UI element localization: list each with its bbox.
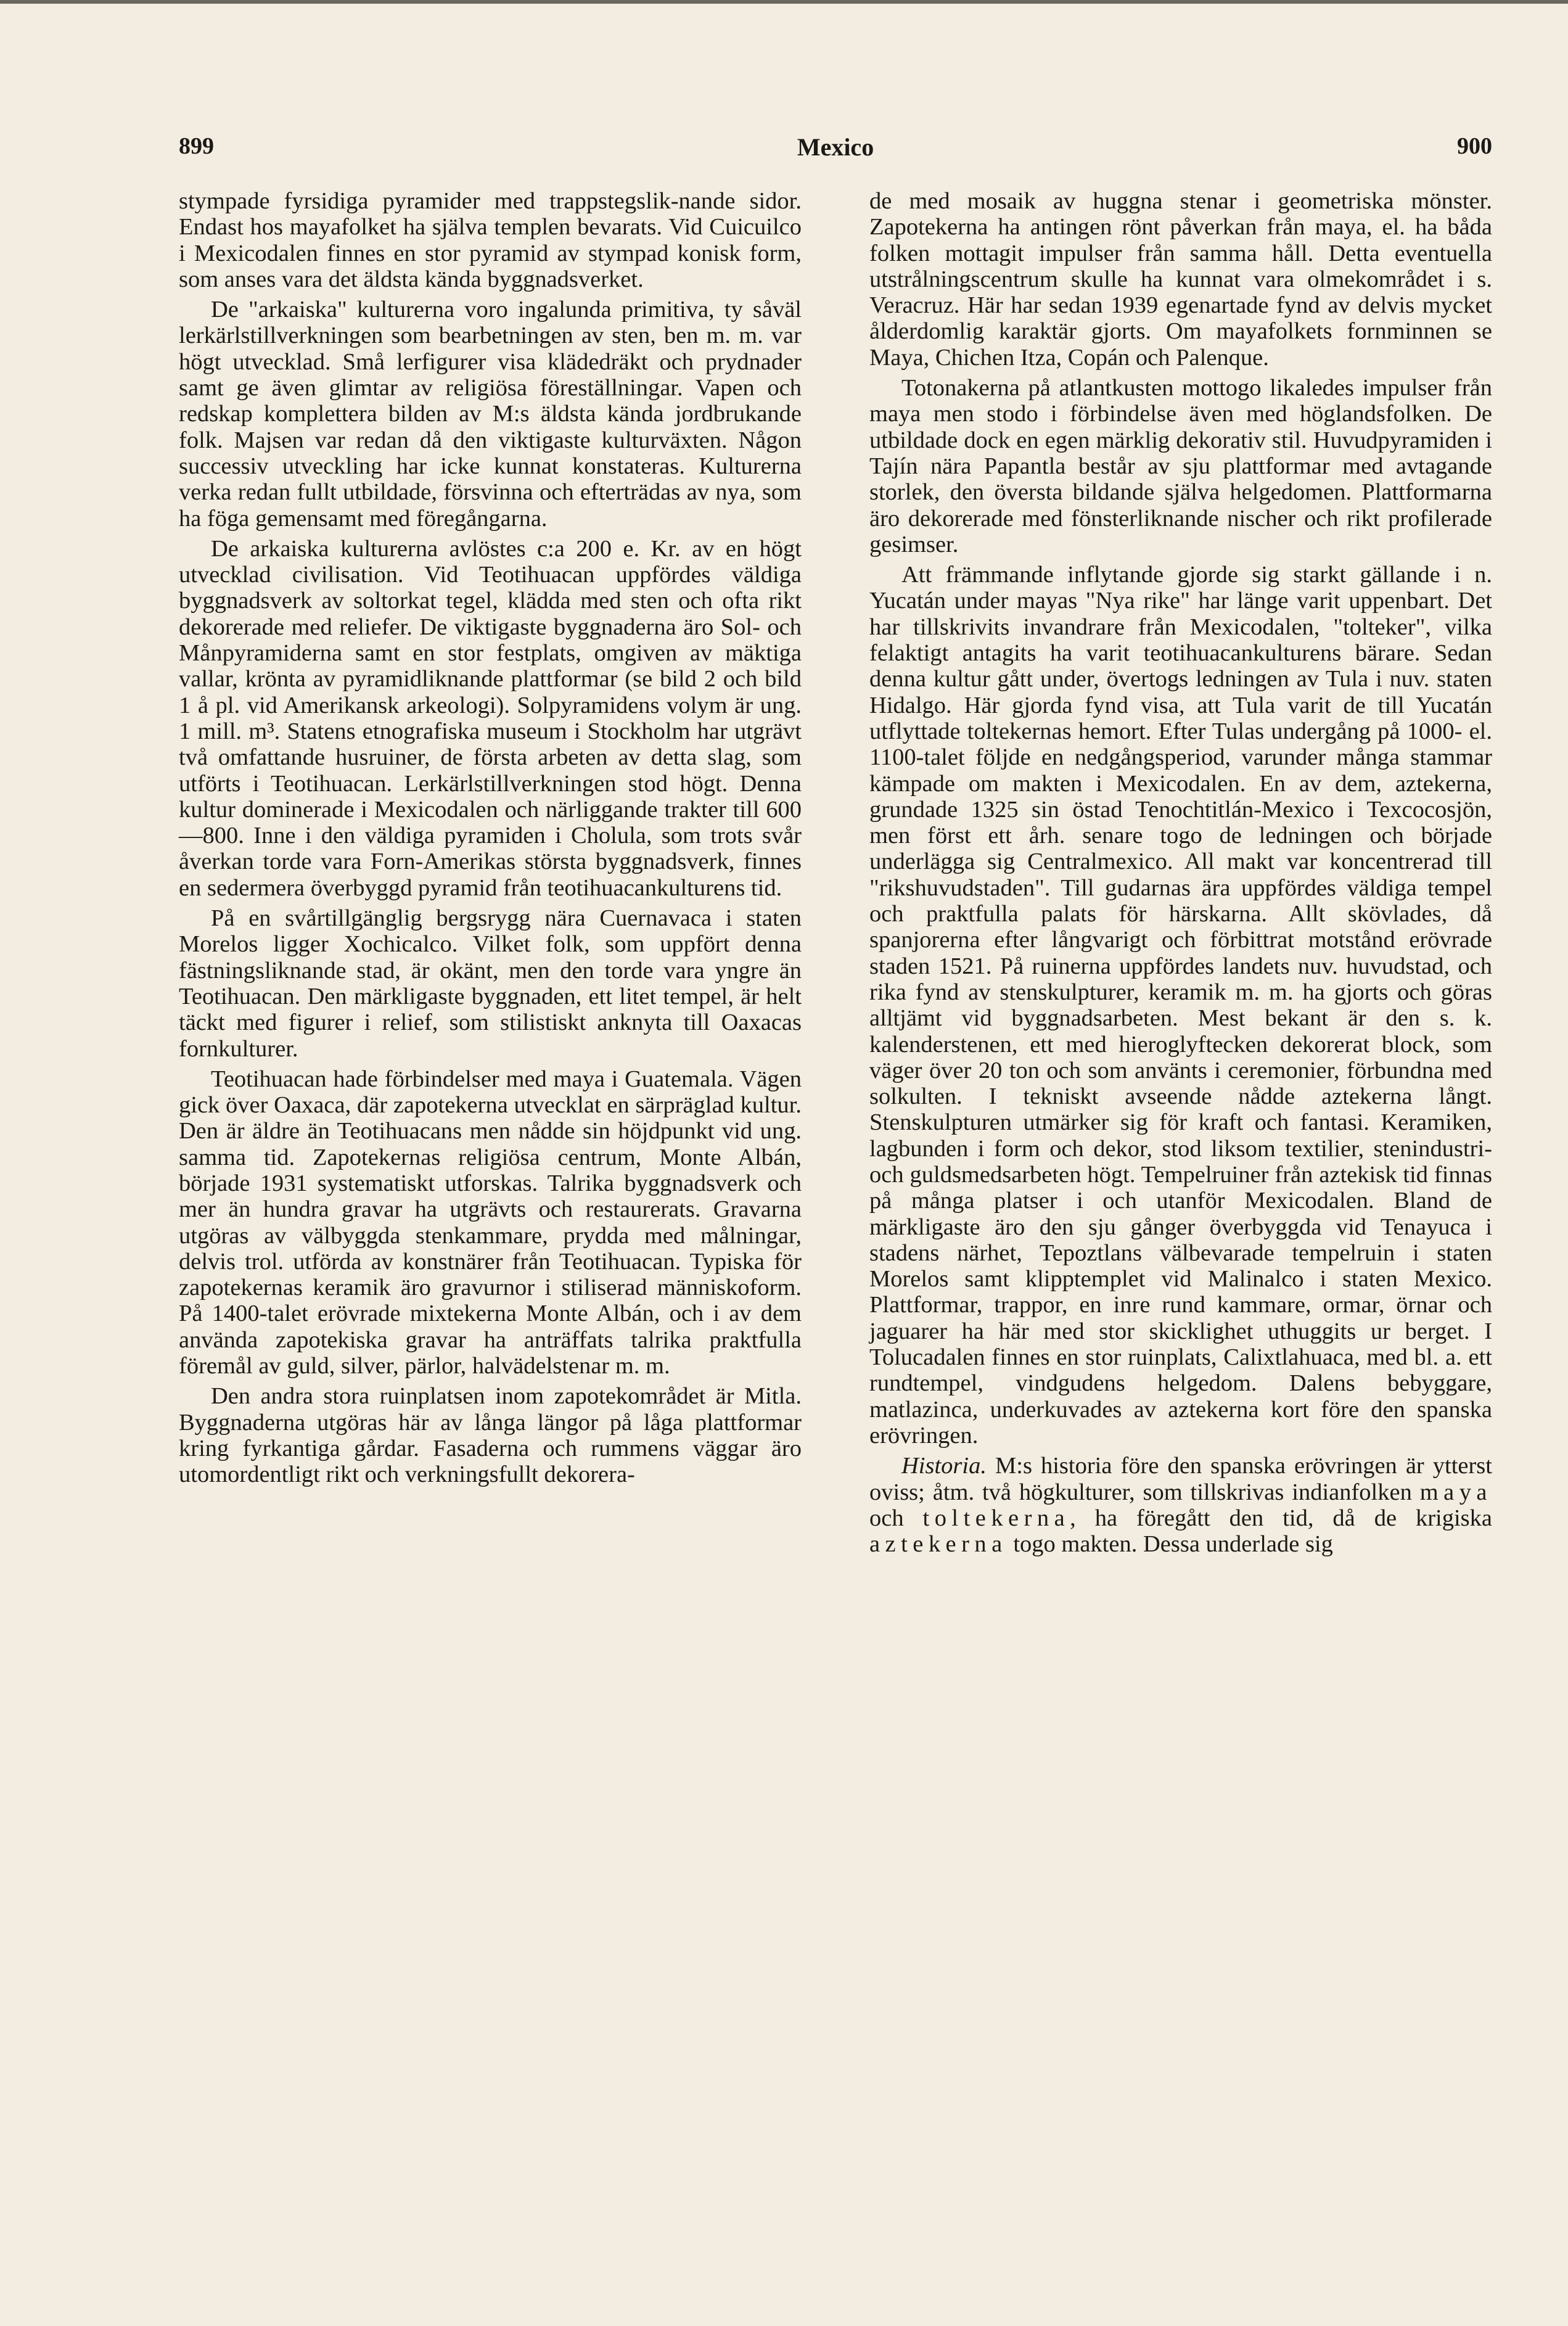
spaced-term-aztekerna: aztekerna xyxy=(869,1531,1008,1558)
left-column xyxy=(179,188,802,1492)
history-text-a: M:s historia före den spanska erövringen är ytterst oviss; åtm. två högkulturer, som tillskrivas indianfolken xyxy=(869,1453,1492,1505)
history-and: och xyxy=(869,1505,904,1531)
paragraph: Att främmande inflytande gjorde sig starkt gällande i n. Yucatán under mayas "Nya rike" har länge varit uppenbart. Det har tillskrivits invandrare från Mexicodalen, "tolteker", vilka felaktigt antagits ha varit teotihuacankulturens bärare. Sedan denna kultur gått under, övertogs ledningen av Tula i nuv. staten Hidalgo. Här gjorda fynd visa, att Tula varit de till Yucatán utflyttade toltekernas hemort. Efter Tulas undergång på 1000- el. 1100-talet följde en nedgångsperiod, varunder många stammar kämpade om makten i Mexicodalen. En av dem, aztekerna, grundade 1325 sin östad Tenochtitlán-Mexico i Texcocosjön, men först ett årh. senare togo de ledningen och började underlägga sig Centralmexico. All makt var koncentrerad till "rikshuvudstaden". Till gudarnas ära uppfördes väldiga tempel och praktfulla palats för härskarna. Allt skövlades, då spanjorerna efter långvarigt och förbittrat motstånd erövrade staden 1521. På ruinerna uppfördes landets nuv. huvudstad, och rika fynd av stenskulpturer, keramik m. m. ha gjorts och göras alltjämt vid byggnadsarbeten. Mest bekant är den s. k. kalenderstenen, ett med hieroglyftecken dekorerat block, som väger över 20 ton och som använts i ceremonier, förbundna med solkulten. I tekniskt avseende nådde aztekerna långt. Stenskulpturen utmärker sig för kraft och fantasi. Keramiken, lagbunden i form och dekor, stod liksom textilier, stenindustri- och guldsmedsarbeten högt. Tempelruiner från aztekisk tid finnas på många platser i och utanför Mexicodalen. Bland de märkligaste äro den sju gånger överbyggda vid Tenayuca i stadens närhet, Tepoztlans välbevarade tempelruin i staten Morelos samt klipptemplet vid Malinalco i staten Mexico. Plattformar, trappor, en inre rund kammare, ormar, örnar och jaguarer ha här med stor skicklighet uthuggits ur berget. I Tolucadalen finnes en stor ruinplats, Calixtlahuaca, med bl. a. ett rundtempel, vindgudens helgedom. Dalens bebyggare, matlazinca, underkuvades av aztekerna kort före den spanska erövringen. xyxy=(869,562,1492,1449)
page-header xyxy=(179,133,1492,176)
paragraph: Teotihuacan hade förbindelser med maya i Guatemala. Vägen gick över Oaxaca, där zapotekerna utvecklat en särpräglad kultur. Den är äldre än Teotihuacans men nådde sin höjdpunkt vid ung. samma tid. Zapotekernas religiösa centrum, Monte Albán, började 1931 systematiskt utforskas. Talrika byggnadsverk och mer än hundra gravar ha utgrävts och restaurerats. Gravarna utgöras av välbyggda stenkammare, prydda med målningar, delvis trol. utförda av konstnärer från Teotihuacan. Typiska för zapotekernas keramik äro gravurnor i stiliserad människoform. På 1400-talet erövrade mixtekerna Monte Albán, och i av dem använda zapotekiska gravar ha anträffats talrika praktfulla föremål av guld, silver, pärlor, halvädelstenar m. m. xyxy=(179,1066,802,1379)
paragraph: Den andra stora ruinplatsen inom zapotekområdet är Mitla. Byggnaderna utgöras här av långa längor på låga plattformar kring fyrkantiga gårdar. Fasaderna och rummens väggar äro utomordentligt rikt och verkningsfullt dekorera- xyxy=(179,1383,802,1488)
paragraph: de med mosaik av huggna stenar i geometriska mönster. Zapotekerna ha antingen rönt påverkan från maya, el. ha båda folken mottagit impulser från samma håll. Detta eventuella utstrålningscentrum skulle ha kunnat vara olmekområdet i s. Veracruz. Här har sedan 1939 egenartade fynd av delvis mycket ålderdomlig karaktär gjorts. Om mayafolkets fornminnen se Maya, Chichen Itza, Copán och Palenque. xyxy=(869,188,1492,371)
spaced-term-maya: maya xyxy=(1419,1479,1492,1505)
paragraph: De arkaiska kulturerna avlöstes c:a 200 e. Kr. av en högt utvecklad civilisation. Vid Teotihuacan uppfördes väldiga byggnadsverk av soltorkat tegel, klädda med sten och ofta rikt dekorerade med reliefer. De viktigaste byggnaderna äro Sol- och Månpyramiderna samt en stor festplats, omgiven av mäktiga vallar, krönta av pyramidliknande plattformar (se bild 2 och bild 1 å pl. vid Amerikansk arkeologi). Solpyramidens volym är ung. 1 mill. m³. Statens etnografiska museum i Stockholm har utgrävt två omfattande husruiner, de första arbeten av detta slag, som utförts i Teotihuacan. Lerkärlstillverkningen stod högt. Denna kultur dominerade i Mexicodalen och närliggande trakter till 600—800. Inne i den väldiga pyramiden i Cholula, som trots svår åverkan torde vara Forn-Amerikas största byggnadsverk, finnes en sedermera överbyggd pyramid från teotihuacankulturens tid. xyxy=(179,535,802,901)
spaced-term-toltekerna: toltekerna xyxy=(922,1505,1070,1531)
history-text-b: , ha föregått den tid, då de krigiska xyxy=(1070,1505,1493,1531)
page-number-left: 899 xyxy=(179,133,214,159)
section-heading-historia: Historia. xyxy=(901,1453,987,1479)
history-text-c: togo makten. Dessa underlade sig xyxy=(1013,1531,1333,1558)
page-number-right: 900 xyxy=(1457,133,1492,159)
paragraph: stympade fyrsidiga pyramider med trappstegslik-nande sidor. Endast hos mayafolket ha själva templen bevarats. Vid Cuicuilco i Mexicodalen finnes en stor pyramid av stympad konisk form, som anses vara det äldsta kända byggnadsverket. xyxy=(179,188,802,292)
page-title: Mexico xyxy=(797,133,874,161)
paragraph: På en svårtillgänglig bergsrygg nära Cuernavaca i staten Morelos ligger Xochicalco. Vilket folk, som uppfört denna fästningsliknande stad, är okänt, men den torde vara yngre än Teotihuacan. Den märkligaste byggnaden, ett litet tempel, är helt täckt med figurer i relief, som stilistiskt anknyta till Oaxacas fornkulturer. xyxy=(179,905,802,1062)
top-border-line xyxy=(0,0,1568,4)
history-paragraph xyxy=(869,1453,1492,1557)
paragraph: De "arkaiska" kulturerna voro ingalunda primitiva, ty såväl lerkärlstillverkningen som bearbetningen av sten, ben m. m. var högt utvecklad. Små lerfigurer visa klädedräkt och prydnader samt ge även glimtar av religiösa föreställningar. Vapen och redskap komplettera bilden av M:s äldsta kända jordbrukande folk. Majsen var redan då den viktigaste kulturväxten. Någon successiv utveckling har icke kunnat konstateras. Kulturerna verka redan fullt utbildade, försvinna och efterträdas av nya, som ha föga gemensamt med föregångarna. xyxy=(179,297,802,532)
paragraph: Totonakerna på atlantkusten mottogo likaledes impulser från maya men stodo i förbindelse även med höglandsfolken. De utbildade dock en egen märklig dekorativ stil. Huvudpyramiden i Tajín nära Papantla består av sju plattformar med avtagande storlek, den översta bildande själva helgedomen. Plattformarna äro dekorerade med fönsterliknande nischer och rikt profilerade gesimser. xyxy=(869,375,1492,557)
right-column xyxy=(869,188,1492,1561)
